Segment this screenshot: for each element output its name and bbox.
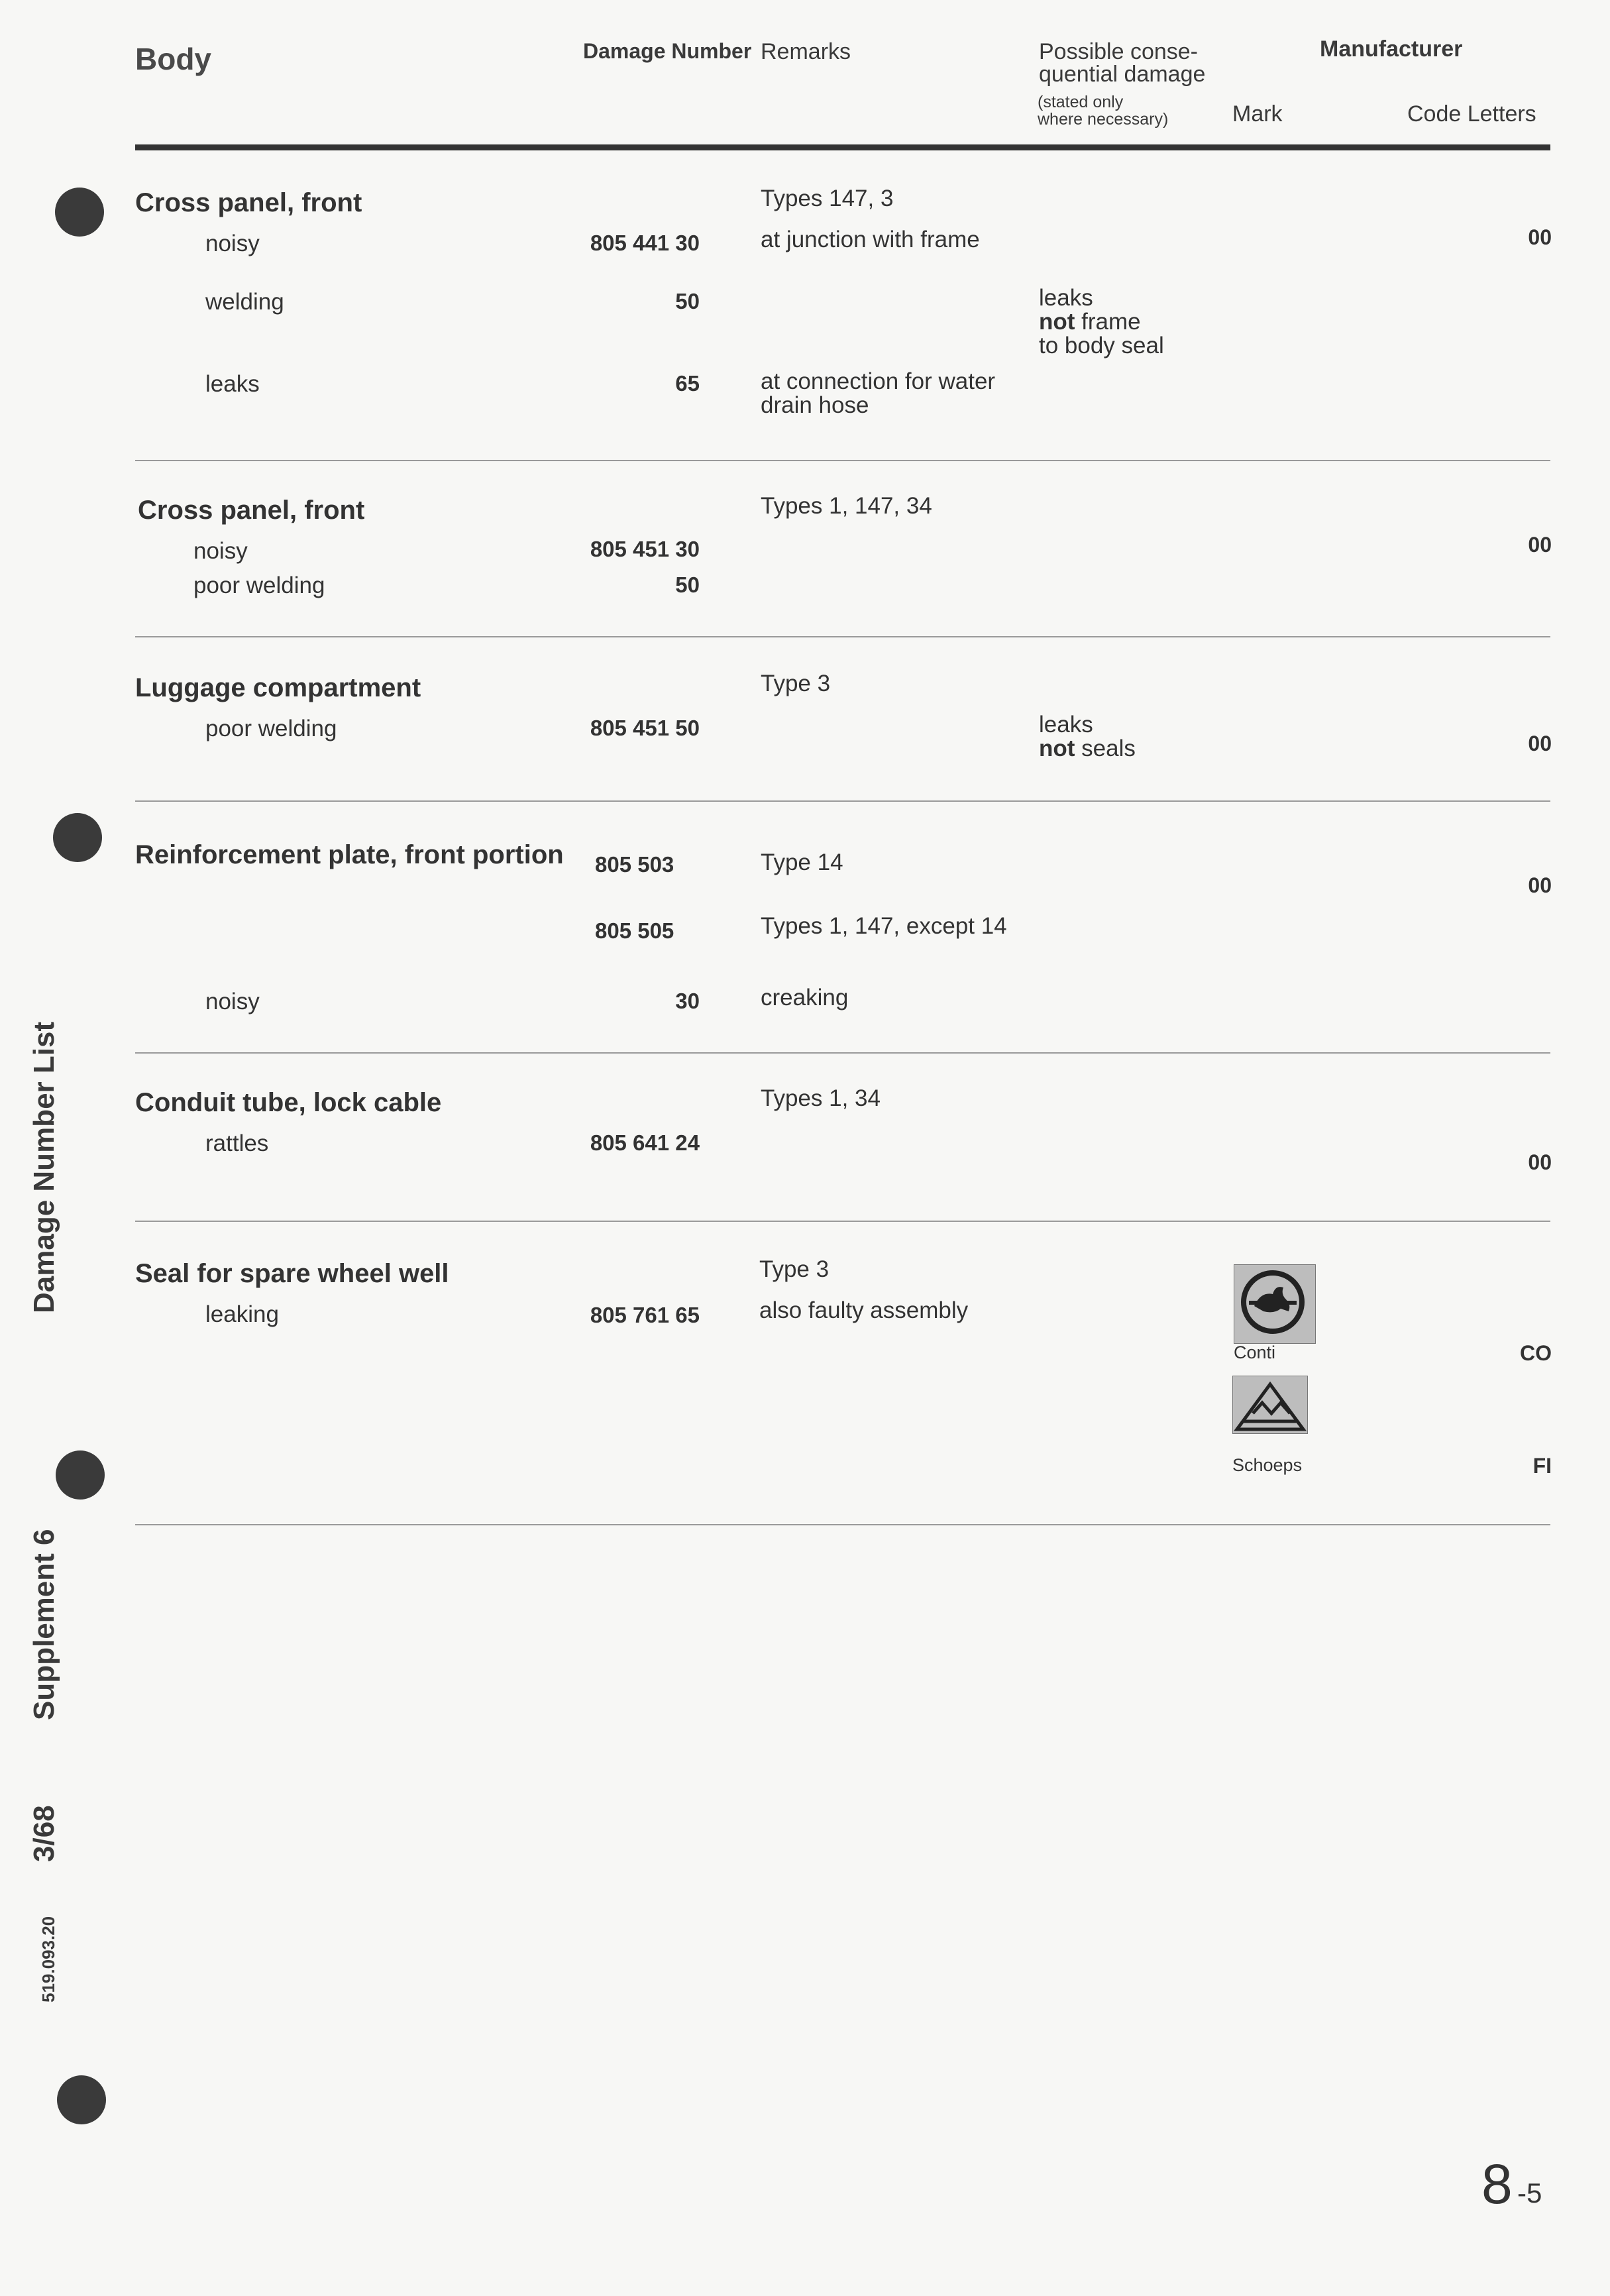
manufacturer-header: Manufacturer <box>1320 36 1463 62</box>
conti-logo-icon <box>1234 1264 1316 1344</box>
section-remarks: Types 1, 34 <box>761 1085 881 1111</box>
consequential-note-line1: (stated only <box>1038 93 1124 111</box>
section-divider <box>135 800 1550 802</box>
consequential-header-line2: quential damage <box>1039 62 1206 87</box>
punch-hole <box>57 2075 106 2124</box>
code-letters-header: Code Letters <box>1407 101 1536 127</box>
damage-number: 50 <box>675 573 700 597</box>
consequential-damage: leaks not frame to body seal <box>1039 285 1164 358</box>
mark-header: Mark <box>1232 101 1283 127</box>
section-divider <box>135 1524 1550 1525</box>
damage-number: 805 441 30 <box>590 231 700 255</box>
code-letters: FI <box>1532 1454 1552 1478</box>
section-title: Cross panel, front <box>138 496 365 525</box>
code-letters: CO <box>1520 1341 1552 1365</box>
damage-number: 805 451 50 <box>590 716 700 740</box>
code-letters: 00 <box>1528 225 1552 249</box>
manufacturer-name: Conti <box>1234 1342 1276 1362</box>
section-remarks: Type 3 <box>759 1256 830 1282</box>
code-letters: 00 <box>1528 533 1552 557</box>
item-label: poor welding <box>205 716 337 741</box>
damage-number-header: Damage Number <box>583 39 752 63</box>
damage-number: 805 503 <box>595 852 674 877</box>
page-number: 8 <box>1481 2153 1513 2215</box>
item-remark: creaking <box>761 985 849 1011</box>
section-divider <box>135 460 1550 461</box>
section-remarks: Types 147, 3 <box>761 186 894 211</box>
item-label: poor welding <box>193 573 325 598</box>
consequential-header-line1: Possible conse- <box>1039 39 1199 64</box>
page-subnumber: -5 <box>1517 2177 1542 2209</box>
section-remarks: Type 14 <box>761 849 843 875</box>
consequential-damage: leaks not seals <box>1039 712 1136 761</box>
code-letters: 00 <box>1528 873 1552 897</box>
section-title: Cross panel, front <box>135 188 362 217</box>
damage-number: 805 451 30 <box>590 537 700 561</box>
section-divider <box>135 1221 1550 1222</box>
item-remark: at junction with frame <box>761 227 980 252</box>
sidebar-title: Damage Number List <box>28 1021 60 1313</box>
punch-hole <box>53 813 102 862</box>
section-divider <box>135 636 1550 637</box>
sidebar-supplement: Supplement 6 <box>28 1529 60 1720</box>
manufacturer-name: Schoeps <box>1232 1455 1303 1475</box>
damage-number: 805 761 65 <box>590 1303 700 1327</box>
damage-number: 805 505 <box>595 918 674 943</box>
section-title: Conduit tube, lock cable <box>135 1088 442 1117</box>
schoeps-logo-icon <box>1232 1376 1308 1434</box>
item-label: leaks <box>205 371 260 397</box>
damage-number: 30 <box>675 989 700 1013</box>
consequential-note-line2: where necessary) <box>1038 110 1169 129</box>
item-label: leaking <box>205 1301 279 1327</box>
damage-number: 65 <box>675 371 700 396</box>
page-title: Body <box>135 42 211 76</box>
remarks-header: Remarks <box>761 39 851 64</box>
code-letters: 00 <box>1528 732 1552 755</box>
section-remarks: Type 3 <box>761 671 831 696</box>
item-remark: at connection for water drain hose <box>761 368 996 418</box>
section-title: Reinforcement plate, front portion <box>135 840 564 869</box>
item-label: noisy <box>205 231 260 256</box>
section-remarks: Types 1, 147, except 14 <box>761 913 1007 939</box>
item-remark: also faulty assembly <box>759 1297 969 1323</box>
header-rule <box>135 144 1550 150</box>
damage-number: 805 641 24 <box>590 1130 700 1155</box>
section-divider <box>135 1052 1550 1054</box>
item-label: noisy <box>193 538 248 564</box>
code-letters: 00 <box>1528 1150 1552 1174</box>
item-label: noisy <box>205 989 260 1014</box>
sidebar-doc-number: 519.093.20 <box>38 1916 58 2002</box>
punch-hole <box>55 188 104 237</box>
item-label: welding <box>205 289 284 315</box>
section-title: Luggage compartment <box>135 673 421 702</box>
punch-hole <box>56 1450 105 1500</box>
item-label: rattles <box>205 1130 269 1156</box>
damage-number: 50 <box>675 289 700 313</box>
section-remarks: Types 1, 147, 34 <box>761 493 932 519</box>
sidebar-date: 3/68 <box>28 1805 60 1862</box>
section-title: Seal for spare wheel well <box>135 1259 449 1288</box>
